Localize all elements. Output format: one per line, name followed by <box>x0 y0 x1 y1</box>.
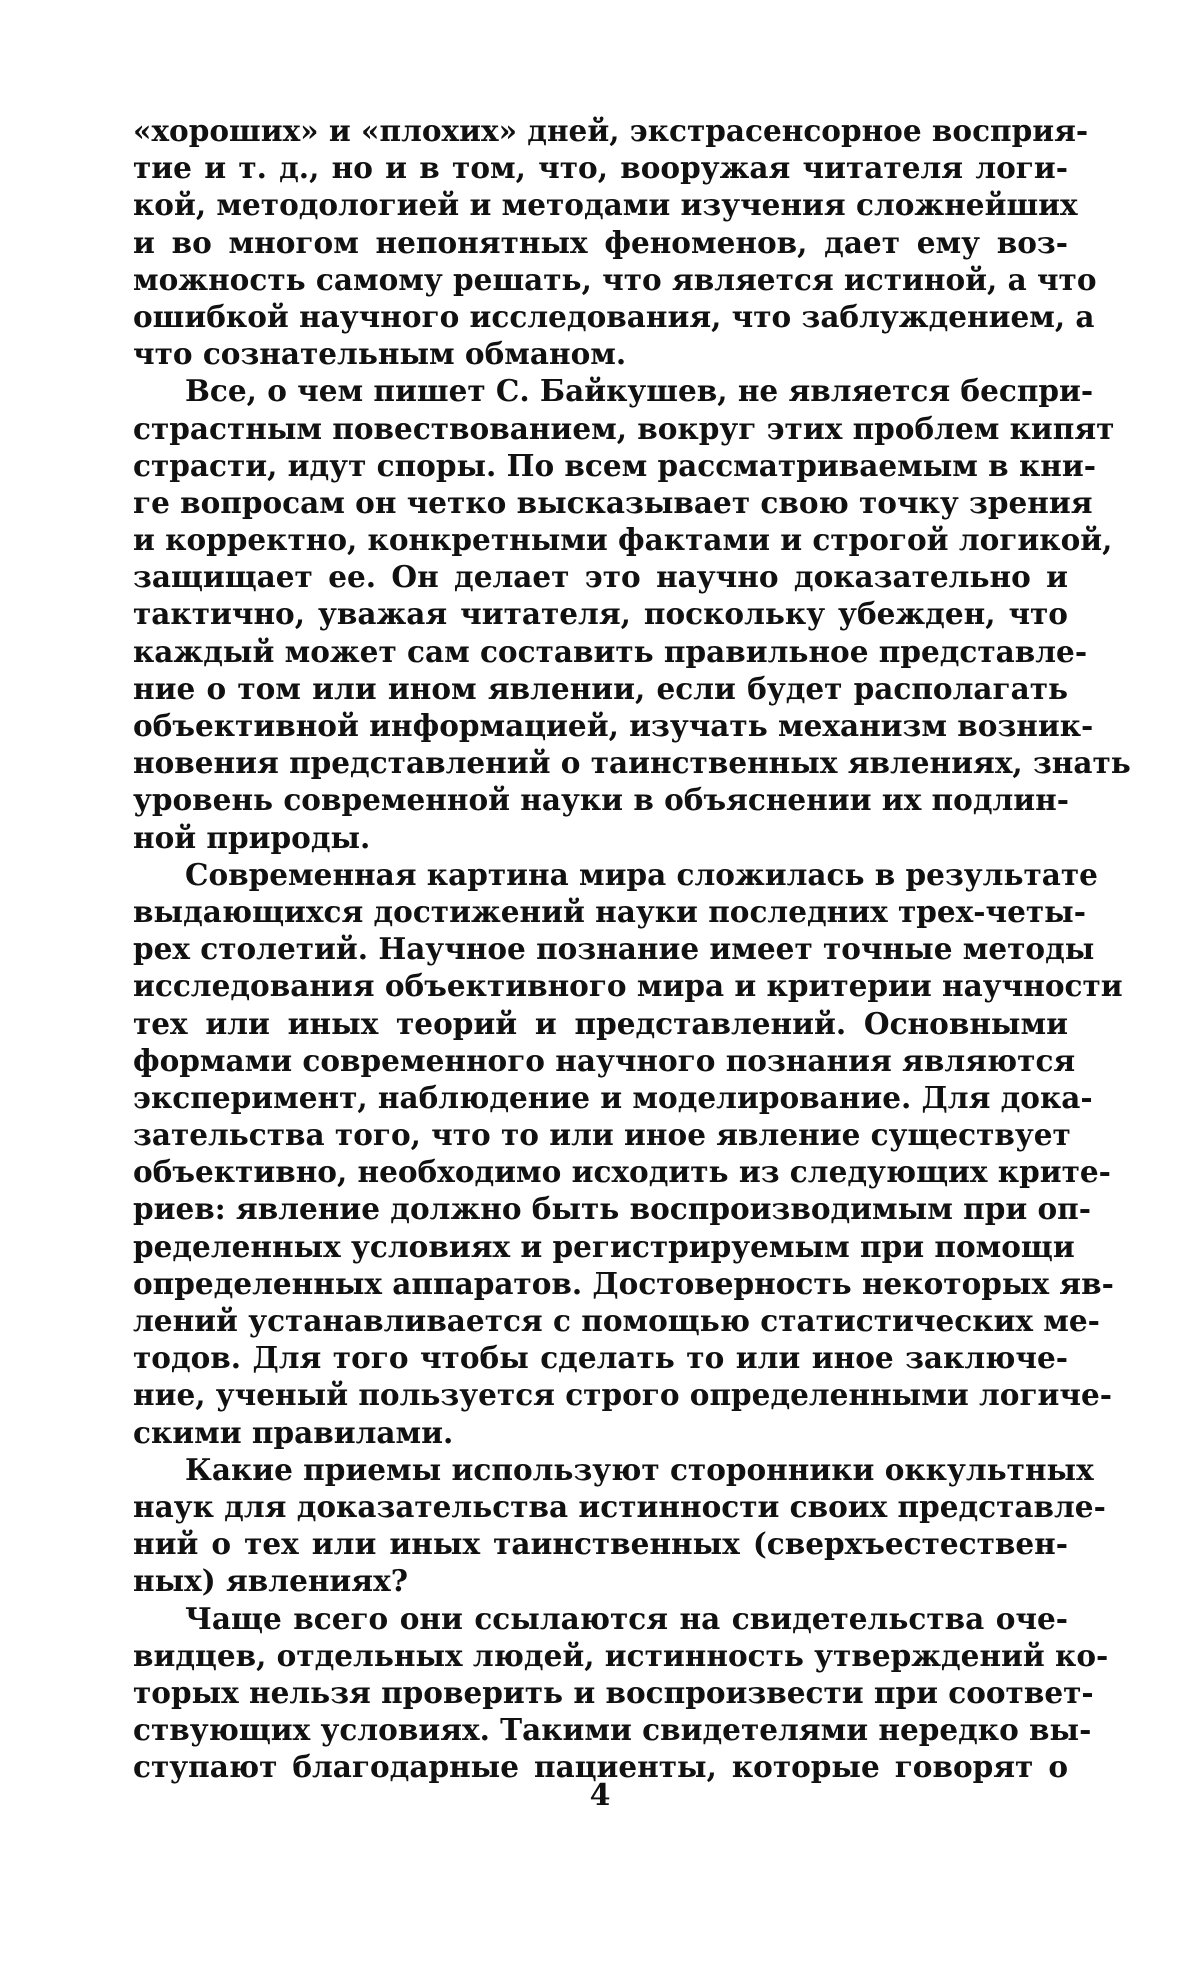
text-line: наук для доказательства истинности своих представле- <box>133 1488 1106 1524</box>
text-line: объективно, необходимо исходить из следующих крите- <box>133 1154 1111 1190</box>
text-line: и во многом непонятных феноменов, дает ему воз- <box>133 224 1068 260</box>
text-line: зательства того, что то или иное явление существует <box>133 1117 1071 1153</box>
text-line: ние о том или ином явлении, если будет располагать <box>133 670 1068 706</box>
text-line: лений устанавливается с помощью статистических ме- <box>133 1303 1100 1338</box>
text-line: выдающихся достижений науки последних трех-четы- <box>133 893 1086 929</box>
text-line: объективной информацией, изучать механизм возник- <box>133 708 1094 743</box>
text-line: риев: явление должно быть воспроизводимым при оп- <box>133 1191 1092 1227</box>
text-line: можность самому решать, что является истиной, а что <box>133 261 1097 297</box>
text-line: тодов. Для того чтобы сделать то или иное заключе- <box>133 1340 1068 1376</box>
text-line: кой, методологией и методами изучения сложнейших <box>133 187 1078 223</box>
text-line: ние, ученый пользуется строго определенными логиче- <box>133 1377 1113 1413</box>
text-line: уровень современной науки в объяснении их подлин- <box>133 782 1069 818</box>
text-line: определенных аппаратов. Достоверность некоторых яв- <box>133 1265 1114 1301</box>
text-line: торых нельзя проверить и воспроизвести при соответ- <box>133 1674 1094 1710</box>
text-line: ний о тех или иных таинственных (сверхъестествен- <box>133 1526 1068 1562</box>
text-line: рех столетий. Научное познание имеет точные методы <box>133 931 1095 967</box>
text-line: эксперимент, наблюдение и моделирование. Для дока- <box>133 1079 1093 1115</box>
text-line: страсти, идут споры. По всем рассматриваемым в кни- <box>133 447 1096 483</box>
text-line: скими правилами. <box>133 1414 454 1450</box>
text-line: каждый может сам составить правильное представле- <box>133 633 1088 669</box>
text-line: и корректно, конкретными фактами и строгой логикой, <box>133 522 1113 558</box>
text-line: ошибкой научного исследования, что заблуждением, а <box>133 298 1095 334</box>
body-text <box>133 112 1131 1785</box>
text-line: защищает ее. Он делает это научно доказательно и <box>133 559 1068 595</box>
paragraph-first-line: Все, о чем пишет С. Байкушев, не является беспри- <box>185 373 1094 409</box>
text-line: «хороших» и «плохих» дней, экстрасенсорное восприя- <box>133 113 1089 148</box>
text-line: исследования объективного мира и критерии научности <box>133 968 1123 1004</box>
text-line: формами современного научного познания являются <box>133 1042 1076 1078</box>
text-line: тех или иных теорий и представлений. Основными <box>133 1005 1068 1041</box>
text-line: новения представлений о таинственных явлениях, знать <box>133 745 1131 781</box>
text-line: тактично, уважая читателя, поскольку убежден, что <box>133 596 1068 632</box>
text-line: видцев, отдельных людей, истинность утверждений ко- <box>133 1637 1109 1673</box>
text-line: ределенных условиях и регистрируемым при помощи <box>133 1228 1075 1264</box>
text-line: ствующих условиях. Такими свидетелями нередко вы- <box>133 1712 1092 1748</box>
text-line: тие и т. д., но и в том, что, вооружая читателя логи- <box>133 150 1068 186</box>
paragraph-first-line: Какие приемы используют сторонники оккультных <box>185 1451 1094 1487</box>
text-line: ге вопросам он четко высказывает свою точку зрения <box>133 484 1093 520</box>
text-line: что сознательным обманом. <box>133 336 627 372</box>
text-line: страстным повествованием, вокруг этих проблем кипят <box>133 410 1115 446</box>
text-line: ных) явлениях? <box>133 1563 408 1599</box>
text-line: ной природы. <box>133 819 371 855</box>
paragraph-first-line: Современная картина мира сложилась в результате <box>185 856 1098 892</box>
text-line: ступают благодарные пациенты, которые говорят о <box>133 1749 1068 1785</box>
paragraph-first-line: Чаще всего они ссылаются на свидетельства оче- <box>185 1600 1068 1636</box>
page-number: 4 <box>589 1778 611 1813</box>
